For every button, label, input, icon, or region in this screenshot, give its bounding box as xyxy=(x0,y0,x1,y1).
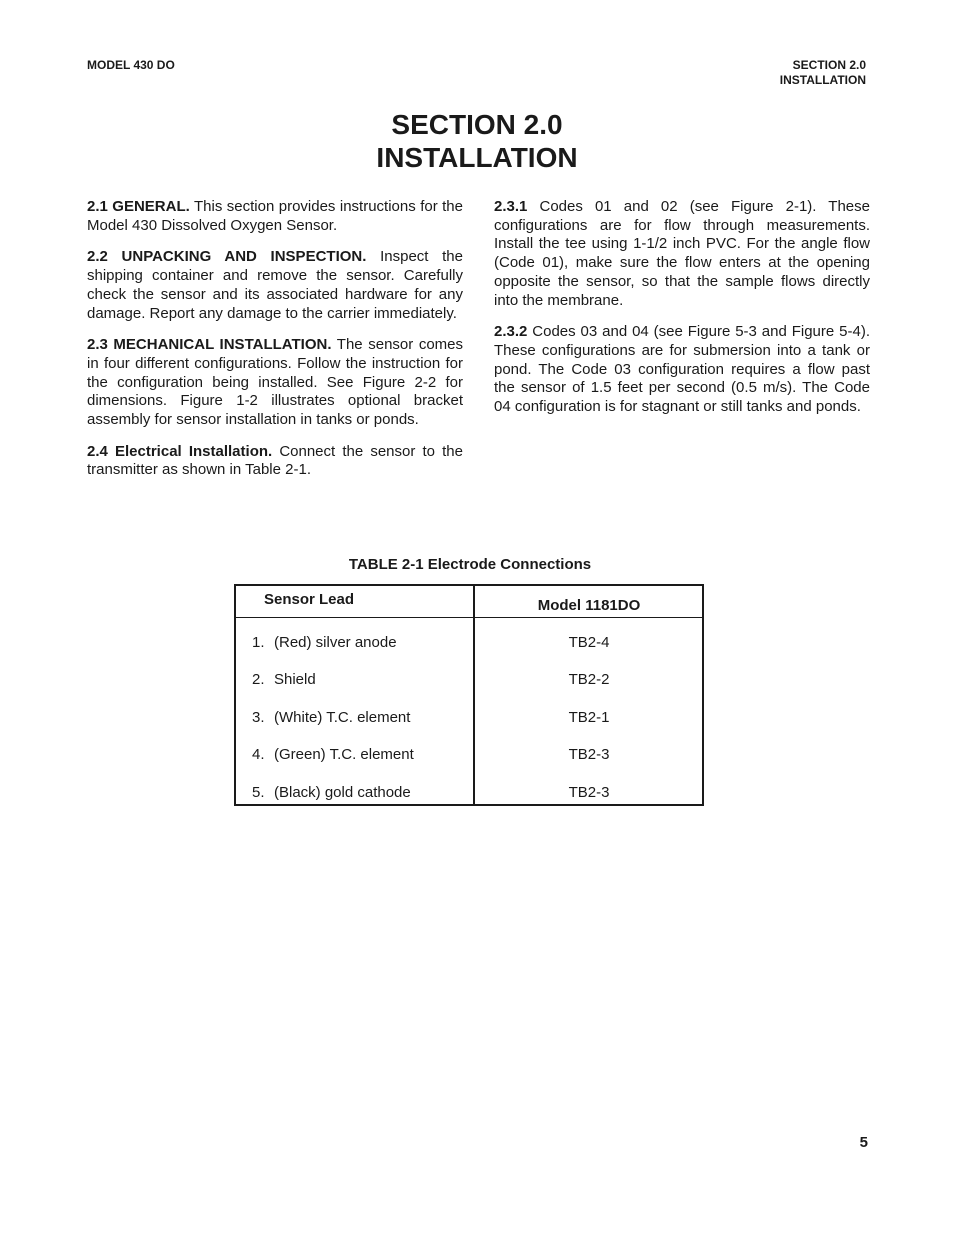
terminal-cell: TB2-4 xyxy=(568,634,610,651)
running-header-chapter: INSTALLATION xyxy=(779,73,866,87)
page-number: 5 xyxy=(859,1134,868,1151)
paragraph-text: Inspect the shipping container and remove the sensor. Carefully check the sensor and its associated hardware for any damage. Report any damage to the carrier immediately. xyxy=(87,248,463,322)
running-header-left: MODEL 430 DO xyxy=(87,58,175,72)
sensor-lead-name: (Black) gold cathode xyxy=(274,784,411,801)
table-row xyxy=(236,784,702,802)
row-number: 5. xyxy=(252,784,265,801)
row-number: 1. xyxy=(252,634,265,651)
page-title-line2: INSTALLATION xyxy=(376,142,578,173)
sensor-lead-cell xyxy=(252,671,316,689)
row-number: 4. xyxy=(252,746,265,763)
paragraph-heading: 2.2 UNPACKING AND INSPECTION. xyxy=(87,248,367,266)
paragraph-heading: 2.4 Electrical Installation. xyxy=(87,442,273,460)
sensor-lead-name: (White) T.C. element xyxy=(274,709,411,726)
paragraph-codes-01-02 xyxy=(494,198,870,310)
sensor-lead-cell xyxy=(252,784,411,802)
row-number: 2. xyxy=(252,671,265,688)
page-title-line1: SECTION 2.0 xyxy=(391,109,563,140)
table-row xyxy=(236,634,702,652)
paragraph-mechanical xyxy=(87,336,463,430)
column-divider xyxy=(473,586,475,804)
terminal-cell: TB2-3 xyxy=(568,746,610,763)
sensor-lead-cell xyxy=(252,709,410,727)
table-title: TABLE 2-1 Electrode Connections xyxy=(348,556,592,573)
page-title xyxy=(0,108,954,174)
header-rule xyxy=(236,617,702,618)
terminal-cell: TB2-3 xyxy=(568,784,610,801)
sensor-lead-name: (Green) T.C. element xyxy=(274,746,414,763)
right-column xyxy=(494,198,870,430)
sensor-lead-name: (Red) silver anode xyxy=(274,634,397,651)
row-number: 3. xyxy=(252,709,265,726)
terminal-cell: TB2-2 xyxy=(568,671,610,688)
left-column xyxy=(87,198,463,493)
paragraph-text: The sensor comes in four different configurations. Follow the instruction for the configuration being installed. See Figure 2-2 for dimensions. Figure 1-2 illustrates optional bracket assembly for sensor installation in tanks or ponds. xyxy=(87,336,464,429)
paragraph-codes-03-04 xyxy=(494,323,870,417)
table-row xyxy=(236,709,702,727)
terminal-cell: TB2-1 xyxy=(568,709,610,726)
column-header-sensor-lead: Sensor Lead xyxy=(264,591,355,608)
sensor-lead-name: Shield xyxy=(274,671,316,688)
paragraph-general xyxy=(87,198,463,235)
sensor-lead-cell xyxy=(252,634,397,652)
table-row xyxy=(236,746,702,764)
column-header-model: Model 1181DO xyxy=(537,597,641,614)
paragraph-text: This section provides instructions for the Model 430 Dissolved Oxygen Sensor. xyxy=(87,198,463,234)
paragraph-heading: 2.3 MECHANICAL INSTALLATION. xyxy=(87,336,332,354)
paragraph-text: Codes 01 and 02 (see Figure 2-1). These configurations are for flow through measurements. Install the tee using 1-1/2 inch PVC. For the angle flow (Code 01), make sure the flow enters at the opening opposite the sensor, so that the sample flows directly into the membrane. xyxy=(494,198,870,309)
paragraph-text: Codes 03 and 04 (see Figure 5-3 and Figure 5-4). These configurations are for submersion into a tank or pond. The Code 03 configuration requires a flow past the sensor of 1.5 feet per second (0.5 m/s). The Code 04 configuration is for stagnant or still tanks and ponds. xyxy=(494,323,870,416)
paragraph-text: Connect the sensor to the transmitter as shown in Table 2-1. xyxy=(87,442,463,479)
table-row xyxy=(236,671,702,689)
paragraph-heading: 2.3.2 xyxy=(494,323,528,341)
running-header-right xyxy=(780,58,866,88)
paragraph-heading: 2.3.1 xyxy=(494,198,528,215)
electrode-connections-table xyxy=(234,584,704,806)
paragraph-electrical xyxy=(87,443,463,480)
paragraph-heading: 2.1 GENERAL. xyxy=(87,198,190,215)
running-header-section: SECTION 2.0 xyxy=(792,58,866,72)
sensor-lead-cell xyxy=(252,746,414,764)
paragraph-unpacking xyxy=(87,248,463,323)
